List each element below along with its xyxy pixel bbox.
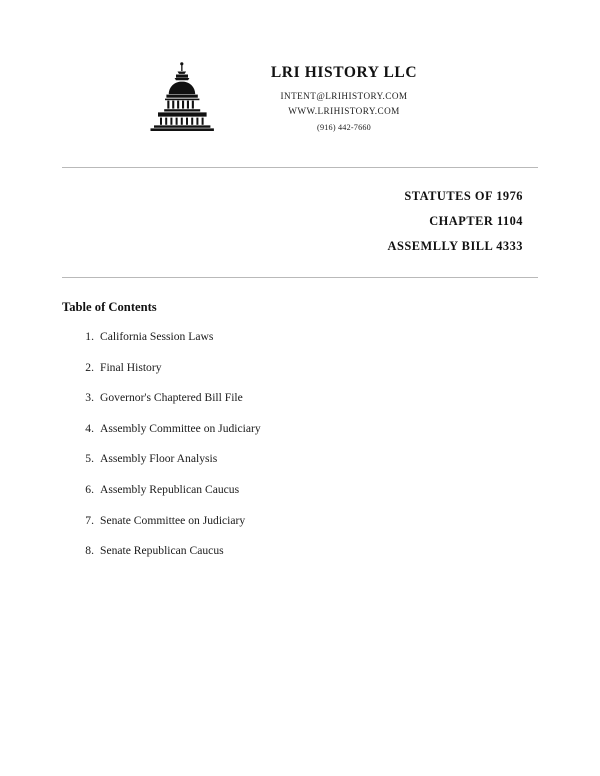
company-name: LRI HISTORY LLC [270, 64, 418, 81]
company-phone: (916) 442-7660 [317, 123, 371, 132]
bill-line: ASSEMLLY BILL 4333 [387, 239, 523, 253]
toc-heading: Table of Contents [62, 300, 157, 314]
title-block [0, 168, 600, 254]
list-item[interactable]: Governor's Chaptered Bill File [100, 391, 243, 405]
list-item[interactable]: Assembly Committee on Judiciary [100, 421, 261, 435]
company-website: WWW.LRIHISTORY.COM [288, 106, 400, 116]
company-email: INTENT@LRIHISTORY.COM [280, 91, 408, 101]
list-item[interactable]: Senate Committee on Judiciary [100, 513, 246, 527]
statutes-line: STATUTES OF 1976 [404, 189, 523, 203]
list-item[interactable]: Assembly Republican Caucus [100, 482, 240, 496]
letterhead [0, 0, 600, 134]
list-item[interactable]: California Session Laws [100, 330, 214, 343]
list-item[interactable]: Assembly Floor Analysis [100, 452, 218, 466]
table-of-contents [0, 278, 600, 557]
capitol-dome-logo-icon [146, 62, 220, 134]
brand-block [224, 58, 464, 132]
toc-list [62, 331, 538, 557]
chapter-line: CHAPTER 1104 [429, 214, 523, 228]
list-item[interactable]: Final History [100, 360, 162, 374]
list-item[interactable]: Senate Republican Caucus [100, 544, 224, 558]
